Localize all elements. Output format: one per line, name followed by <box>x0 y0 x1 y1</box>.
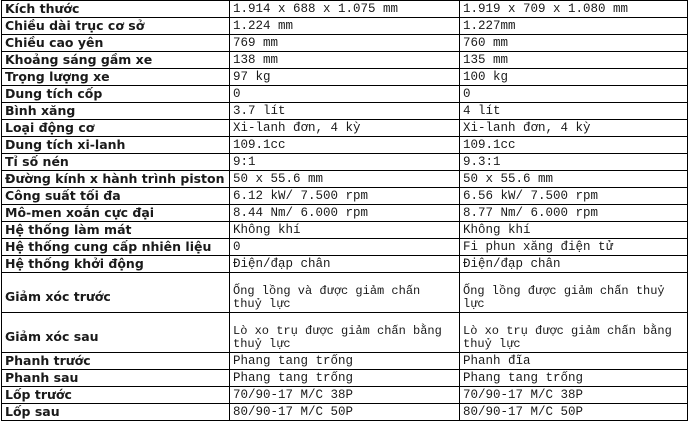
spec-label: Đường kính x hành trình piston <box>2 171 230 188</box>
spec-value-model-b: Fi phun xăng điện tử <box>460 239 688 256</box>
spec-value-model-b: Ống lồng được giảm chấn thuỷ lực <box>460 273 688 313</box>
table-row <box>2 120 688 137</box>
spec-comparison-table <box>1 0 688 421</box>
spec-label: Dung tích xi-lanh <box>2 137 230 154</box>
spec-label: Kích thước <box>2 1 230 18</box>
spec-value-model-b: Xi-lanh đơn, 4 kỳ <box>460 120 688 137</box>
spec-value-model-b: 100 kg <box>460 69 688 86</box>
table-row <box>2 222 688 239</box>
spec-label: Loại động cơ <box>2 120 230 137</box>
spec-value-model-a: 769 mm <box>230 35 460 52</box>
table-row <box>2 205 688 222</box>
spec-value-model-a: Phang tang trống <box>230 370 460 387</box>
spec-value-model-a: 109.1cc <box>230 137 460 154</box>
spec-value-model-b: 6.56 kW/ 7.500 rpm <box>460 188 688 205</box>
spec-label: Chiều dài trục cơ sở <box>2 18 230 35</box>
table-row <box>2 1 688 18</box>
spec-value-model-a: 50 x 55.6 mm <box>230 171 460 188</box>
spec-value-model-b: 50 x 55.6 mm <box>460 171 688 188</box>
spec-label: Giảm xóc sau <box>2 313 230 353</box>
spec-value-model-b: 80/90-17 M/C 50P <box>460 404 688 421</box>
spec-value-model-a: Điện/đạp chân <box>230 256 460 273</box>
spec-value-model-a: Phang tang trống <box>230 353 460 370</box>
spec-value-model-a: 1.914 x 688 x 1.075 mm <box>230 1 460 18</box>
spec-value-model-a: 70/90-17 M/C 38P <box>230 387 460 404</box>
table-row <box>2 154 688 171</box>
spec-value-model-b: 8.77 Nm/ 6.000 rpm <box>460 205 688 222</box>
spec-value-model-b: Phang tang trống <box>460 370 688 387</box>
table-row <box>2 103 688 120</box>
spec-value-model-b: 760 mm <box>460 35 688 52</box>
table-row <box>2 188 688 205</box>
spec-label: Tỉ số nén <box>2 154 230 171</box>
spec-label: Khoảng sáng gầm xe <box>2 52 230 69</box>
table-row <box>2 387 688 404</box>
spec-label: Lốp sau <box>2 404 230 421</box>
spec-value-model-a: 1.224 mm <box>230 18 460 35</box>
spec-value-model-b: Điện/đạp chân <box>460 256 688 273</box>
spec-value-model-a: 97 kg <box>230 69 460 86</box>
spec-label: Hệ thống làm mát <box>2 222 230 239</box>
spec-label: Trọng lượng xe <box>2 69 230 86</box>
table-row <box>2 171 688 188</box>
table-row <box>2 370 688 387</box>
spec-value-model-b: 135 mm <box>460 52 688 69</box>
spec-value-model-b: 1.227mm <box>460 18 688 35</box>
spec-value-model-a: 8.44 Nm/ 6.000 rpm <box>230 205 460 222</box>
spec-value-model-b: 70/90-17 M/C 38P <box>460 387 688 404</box>
spec-value-model-a: 0 <box>230 239 460 256</box>
spec-value-model-a: Lò xo trụ được giảm chấn bằng thuỷ lực <box>230 313 460 353</box>
table-row <box>2 313 688 353</box>
spec-label: Hệ thống cung cấp nhiên liệu <box>2 239 230 256</box>
spec-value-model-b: 109.1cc <box>460 137 688 154</box>
spec-value-model-a: 80/90-17 M/C 50P <box>230 404 460 421</box>
spec-label: Phanh trước <box>2 353 230 370</box>
spec-label: Chiều cao yên <box>2 35 230 52</box>
spec-label: Lốp trước <box>2 387 230 404</box>
spec-value-model-a: Xi-lanh đơn, 4 kỳ <box>230 120 460 137</box>
table-row <box>2 137 688 154</box>
spec-value-model-a: 138 mm <box>230 52 460 69</box>
spec-value-model-a: 9:1 <box>230 154 460 171</box>
spec-value-model-a: 0 <box>230 86 460 103</box>
spec-value-model-b: Phanh đĩa <box>460 353 688 370</box>
spec-value-model-b: 1.919 x 709 x 1.080 mm <box>460 1 688 18</box>
table-row <box>2 86 688 103</box>
spec-value-model-a: Ống lồng và được giảm chấn thuỷ lực <box>230 273 460 313</box>
spec-label: Công suất tối đa <box>2 188 230 205</box>
table-row <box>2 239 688 256</box>
spec-value-model-b: 4 lít <box>460 103 688 120</box>
spec-value-model-a: 6.12 kW/ 7.500 rpm <box>230 188 460 205</box>
table-row <box>2 256 688 273</box>
table-row <box>2 273 688 313</box>
spec-label: Dung tích cốp <box>2 86 230 103</box>
spec-value-model-b: 0 <box>460 86 688 103</box>
table-row <box>2 18 688 35</box>
spec-label: Bình xăng <box>2 103 230 120</box>
spec-label: Phanh sau <box>2 370 230 387</box>
spec-value-model-b: Lò xo trụ được giảm chấn bằng thuỷ lực <box>460 313 688 353</box>
spec-value-model-b: Không khí <box>460 222 688 239</box>
table-row <box>2 353 688 370</box>
spec-label: Mô-men xoắn cực đại <box>2 205 230 222</box>
table-row <box>2 404 688 421</box>
table-row <box>2 35 688 52</box>
table-row <box>2 52 688 69</box>
spec-label: Hệ thống khởi động <box>2 256 230 273</box>
spec-value-model-b: 9.3:1 <box>460 154 688 171</box>
table-row <box>2 69 688 86</box>
spec-value-model-a: Không khí <box>230 222 460 239</box>
spec-label: Giảm xóc trước <box>2 273 230 313</box>
spec-value-model-a: 3.7 lít <box>230 103 460 120</box>
